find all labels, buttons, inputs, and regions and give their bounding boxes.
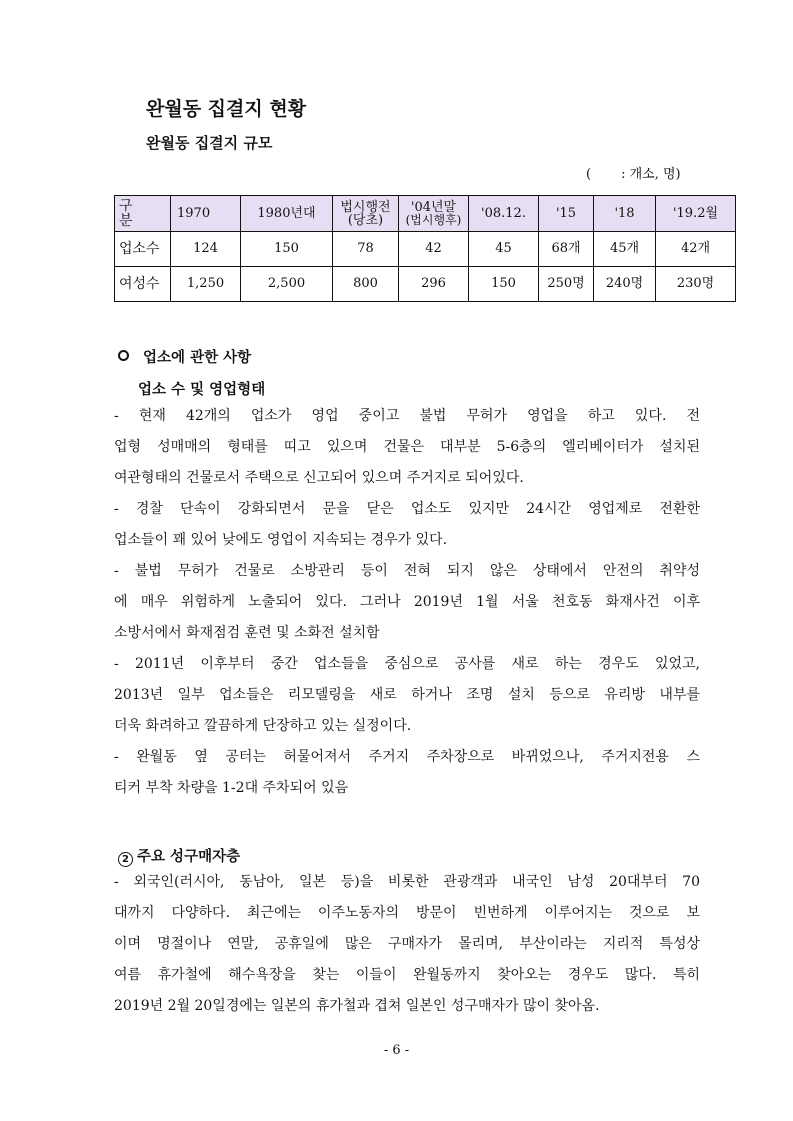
- table-cell: 240명: [594, 267, 656, 302]
- table-header-line: 법시행전: [340, 199, 391, 215]
- body-line: 티커 부착 차량을 1-2대 주차되어 있음: [114, 780, 349, 796]
- body-line: - 2011년 이후부터 중간 업소들을 중심으로 공사를 새로 하는 경우도 있었고,: [114, 656, 700, 672]
- table-cell: 124: [171, 232, 241, 267]
- page-number: - 6 -: [383, 1043, 410, 1058]
- table-header-cell: 1970: [171, 196, 241, 232]
- section2-body: [114, 867, 700, 1022]
- table-row-label: 업소수: [115, 232, 171, 267]
- body-line: 2013년 일부 업소들은 리모델링을 새로 하거나 조명 설치 등으로 유리방 내부를: [114, 687, 700, 703]
- body-line: 대까지 다양하다. 최근에는 이주노동자의 방문이 빈번하게 이루어지는 것으로 보: [114, 905, 700, 921]
- section2-heading-text: 주요 성구매자층: [137, 849, 241, 865]
- page-subtitle: 완월동 집결지 규모: [146, 134, 273, 152]
- table-header-row: [115, 196, 736, 232]
- body-line: 소방서에서 화재점검 훈련 및 소화전 설치함: [114, 625, 380, 641]
- section2-heading: [118, 845, 240, 867]
- body-line: 이며 명절이나 연말, 공휴일에 많은 구매자가 몰리며, 부산이라는 지리적 특성상: [114, 936, 700, 952]
- table-cell: 45개: [594, 232, 656, 267]
- page-title: 완월동 집결지 현황: [146, 98, 307, 120]
- table-cell: 78: [333, 232, 399, 267]
- body-line: 업소들이 꽤 있어 낮에도 영업이 지속되는 경우가 있다.: [114, 532, 448, 548]
- table-cell: 42: [399, 232, 469, 267]
- stats-table: [114, 195, 736, 302]
- table-header-cell: '19.2월: [656, 196, 736, 232]
- body-line: 에 매우 위험하게 노출되어 있다. 그러나 2019년 1월 서울 천호동 화재사건 이후: [114, 594, 700, 610]
- table-header-cell: '08.12.: [469, 196, 539, 232]
- table-cell: 150: [469, 267, 539, 302]
- body-line: - 외국인(러시아, 동남아, 일본 등)을 비롯한 관광객과 내국인 남성 20대부터 70: [114, 874, 700, 890]
- table-cell: 800: [333, 267, 399, 302]
- table-cell: 296: [399, 267, 469, 302]
- body-line: - 불법 무허가 건물로 소방관리 등이 전혀 되지 않은 상태에서 안전의 취약성: [114, 563, 700, 579]
- table-header-cell: '18: [594, 196, 656, 232]
- body-line: - 현재 42개의 업소가 영업 중이고 불법 무허가 영업을 하고 있다. 전: [114, 408, 700, 424]
- body-line: 여름 휴가철에 해수욕장을 찾는 이들이 완월동까지 찾아오는 경우도 많다. 특히: [114, 967, 700, 983]
- section1-heading: [118, 346, 251, 367]
- body-line: 2019년 2월 20일경에는 일본의 휴가철과 겹쳐 일본인 성구매자가 많이 찾아옴.: [114, 998, 600, 1014]
- table-cell: 68개: [539, 232, 594, 267]
- table-header-cell: [399, 196, 469, 232]
- table-row: [115, 267, 736, 302]
- unit-note: [586, 163, 681, 182]
- table-header-line: (당초): [347, 212, 384, 228]
- table-cell: 42개: [656, 232, 736, 267]
- unit-note-text: : 개소, 명): [621, 167, 681, 182]
- table-cell: 2,500: [241, 267, 333, 302]
- table-header-cell: 1980년대: [241, 196, 333, 232]
- table-header-line: '04년말: [410, 200, 457, 215]
- body-line: - 완월동 옆 공터는 허물어져서 주거지 주차장으로 바뀌었으나, 주거지전용 스: [114, 749, 700, 765]
- table-cell: 250명: [539, 267, 594, 302]
- section1-heading-text: 업소에 관한 사항: [143, 350, 252, 366]
- body-line: 더욱 화려하고 깔끔하게 단장하고 있는 실정이다.: [114, 718, 412, 734]
- circled-number-icon: 2: [118, 852, 133, 867]
- table-cell: 150: [241, 232, 333, 267]
- unit-note-open: (: [586, 167, 592, 182]
- section1-subheading: 업소 수 및 영업형태: [138, 382, 266, 398]
- table-header-cell: [333, 196, 399, 232]
- table-header-line: (법시행후): [405, 213, 462, 227]
- table-row-label: 여성수: [115, 267, 171, 302]
- table-cell: 230명: [656, 267, 736, 302]
- table-cell: 45: [469, 232, 539, 267]
- table-header-cell: '15: [539, 196, 594, 232]
- circle-bullet-icon: [118, 350, 129, 361]
- section1-body: [114, 401, 700, 804]
- body-line: 여관형태의 건물로서 주택으로 신고되어 있으며 주거지로 되어있다.: [114, 470, 524, 486]
- body-line: 업형 성매매의 형태를 띠고 있으며 건물은 대부분 5-6층의 엘리베이터가 설치된: [114, 439, 700, 455]
- body-line: - 경찰 단속이 강화되면서 문을 닫은 업소도 있지만 24시간 영업제로 전환한: [114, 501, 700, 517]
- table-header-label: 구 분: [115, 196, 171, 232]
- table-row: [115, 232, 736, 267]
- table-cell: 1,250: [171, 267, 241, 302]
